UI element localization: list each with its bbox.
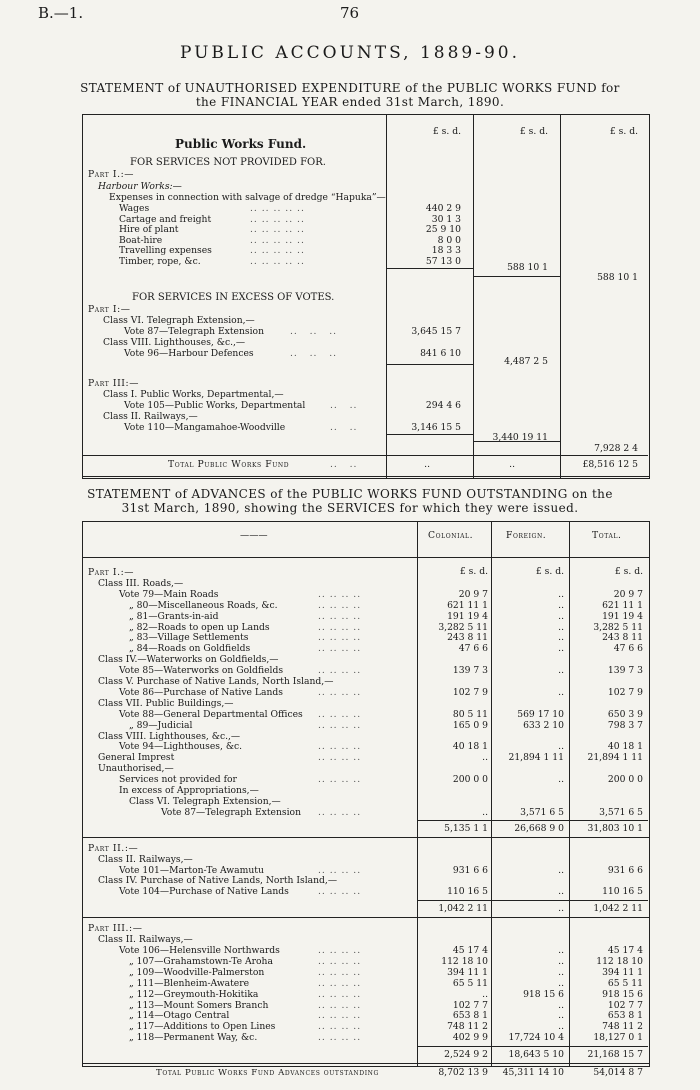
row-label: Vote 86—Purchase of Native Lands xyxy=(119,686,283,698)
document-reference: B.—1. xyxy=(38,4,84,22)
table-row: „ 83—Village Settlements .. .. .. .. 243 8 11 .. 243 8 11 xyxy=(129,632,643,644)
harbour-works-label: Harbour Works:— xyxy=(98,181,182,192)
class-label: Class I. Public Works, Departmental,— xyxy=(103,389,284,400)
table-row: „ 118—Permanent Way, &c. .. .. .. .. 402 9 9 17,724 10 4 18,127 0 1 xyxy=(129,1032,643,1044)
row-label: „ 109—Woodville-Palmerston xyxy=(129,966,265,978)
row-label: Class II. Railways,— xyxy=(98,853,193,865)
row-label: Class III. Roads,— xyxy=(98,577,184,589)
fund-name: Public Works Fund. xyxy=(175,137,307,151)
table-row: Vote 94—Lighthouses, &c. .. .. .. .. 40 18 1 .. 40 18 1 xyxy=(119,741,643,753)
total-value: 191 19 4 xyxy=(602,610,643,622)
foreign-value: .. xyxy=(558,588,564,600)
section-excess-votes: FOR SERVICES IN EXCESS OF VOTES. xyxy=(132,292,335,303)
colonial-value: 653 8 1 xyxy=(452,1010,488,1022)
colonial-value: .. xyxy=(482,988,488,1000)
vote-label: Vote 87—Telegraph Extension xyxy=(124,326,264,337)
table-row: Services not provided for .. .. .. .. 200 0 0 .. 200 0 0 xyxy=(119,774,643,786)
foreign-value: .. xyxy=(558,945,564,956)
row-label: Vote 79—Main Roads xyxy=(119,588,219,600)
table-row: „ 109—Woodville-Palmerston .. .. .. .. 394 11 1 .. 394 11 1 xyxy=(129,966,643,978)
colonial-value: 165 0 9 xyxy=(452,719,488,731)
expense-item-amount: 8 0 0 xyxy=(437,234,461,246)
page-number: 76 xyxy=(340,4,360,22)
table-row: „ 111—Blenheim-Awatere .. .. .. .. 65 5 11 .. 65 5 11 xyxy=(129,977,643,989)
section-not-provided: FOR SERVICES NOT PROVIDED FOR. xyxy=(130,157,326,168)
colonial-value: 112 18 10 xyxy=(441,955,488,967)
row-label: Class VI. Telegraph Extension,— xyxy=(129,795,281,807)
expense-item-label: Hire of plant xyxy=(119,224,179,235)
row-label: „ 82—Roads to open up Lands xyxy=(129,621,270,633)
expense-item-amount: 30 1 3 xyxy=(431,213,461,225)
expense-item: Travelling expenses .. .. .. .. .. 18 3 3 xyxy=(119,245,461,256)
expense-item-label: Cartage and freight xyxy=(119,213,212,225)
subtotal-excess-part3: 3,440 19 11 xyxy=(492,432,548,443)
colonial-value: .. xyxy=(482,752,488,764)
table-row: „ 107—Grahamstown-Te Aroha .. .. .. .. 112 18 10 .. 112 18 10 xyxy=(129,955,643,967)
expense-item: Timber, rope, &c. .. .. .. .. .. 57 13 0 xyxy=(119,255,461,267)
foreign-value: 45,311 14 10 xyxy=(502,1067,564,1079)
row-label: Part II.:— xyxy=(88,842,139,854)
vote-label: Vote 96—Harbour Defences xyxy=(124,348,254,359)
row-label: „ 112—Greymouth-Hokitika xyxy=(129,988,259,1000)
column-header-total: Total. xyxy=(592,530,622,541)
colonial-value: 5,135 1 1 xyxy=(444,822,488,834)
column-header-dash: ——— xyxy=(240,530,268,541)
vote-amount: 841 6 10 xyxy=(420,348,461,359)
expense-item-amount: 18 3 3 xyxy=(431,245,461,256)
foreign-value: .. xyxy=(558,643,564,655)
foreign-value: .. xyxy=(558,621,564,633)
colonial-value: 200 0 0 xyxy=(452,774,488,786)
table-row: General Imprest .. .. .. .. .. 21,894 1 11 21,894 1 11 xyxy=(98,752,643,764)
grand-total-col1: .. xyxy=(424,459,430,470)
total-value: 18,127 0 1 xyxy=(593,1032,643,1044)
row-label: Vote 106—Helensville Northwards xyxy=(119,945,280,956)
row-label: „ 118—Permanent Way, &c. xyxy=(129,1032,258,1044)
row-label: „ 114—Otago Central xyxy=(129,1010,230,1022)
colonial-value: 65 5 11 xyxy=(452,977,488,989)
row-label: Vote 101—Marton-Te Awamutu xyxy=(119,864,264,876)
table-row: Vote 85—Waterworks on Goldfields .. .. .. .. 139 7 3 .. 139 7 3 xyxy=(119,665,643,677)
colonial-value: 748 11 2 xyxy=(447,1021,488,1033)
subtotal-excess-part1: 4,487 2 5 xyxy=(504,356,548,367)
table-row: „ 82—Roads to open up Lands .. .. .. .. 3,282 5 11 .. 3,282 5 11 xyxy=(129,621,643,633)
foreign-value: 17,724 10 4 xyxy=(508,1032,564,1044)
table-row: „ 80—Miscellaneous Roads, &c. .. .. .. .. 621 11 1 .. 621 11 1 xyxy=(129,599,643,611)
foreign-value: .. xyxy=(558,599,564,611)
total-value: 394 11 1 xyxy=(602,966,643,978)
column-header-colonial: Colonial. xyxy=(428,530,474,541)
part1-subtotal xyxy=(0,823,700,835)
foreign-value: .. xyxy=(558,966,564,978)
total-value: 21,894 1 11 xyxy=(587,752,643,764)
expenses-label: Expenses in connection with salvage of dredge “Hapuka”— xyxy=(109,192,386,203)
row-label: General Imprest xyxy=(98,752,175,764)
class-label: Class II. Railways,— xyxy=(103,411,198,422)
table-row: „ 117—Additions to Open Lines .. .. .. .. 748 11 2 .. 748 11 2 xyxy=(129,1021,643,1033)
foreign-value: .. xyxy=(558,686,564,698)
statement2-title-line2: 31st March, 1890, showing the SERVICES for which they were issued. xyxy=(121,501,579,515)
row-label: Vote 104—Purchase of Native Lands xyxy=(119,886,289,898)
colonial-value: 3,282 5 11 xyxy=(438,621,488,633)
total-value: 798 3 7 xyxy=(607,719,643,731)
total-value: 931 6 6 xyxy=(607,864,643,876)
row-label: „ 89—Judicial xyxy=(129,719,193,731)
foreign-value: .. xyxy=(558,903,564,915)
colonial-value: 191 19 4 xyxy=(447,610,488,622)
row-label: Class V. Purchase of Native Lands, North Island,— xyxy=(98,676,334,687)
total-value: 650 3 9 xyxy=(607,708,643,720)
total-value: 112 18 10 xyxy=(596,955,643,967)
table-row: Vote 106—Helensville Northwards .. .. .. .. 45 17 4 .. 45 17 4 xyxy=(119,945,643,956)
total-value: 102 7 7 xyxy=(607,999,643,1011)
col-header-3: £ s. d. xyxy=(609,126,638,137)
row-label: „ 107—Grahamstown-Te Aroha xyxy=(129,955,273,967)
colonial-value: 20 9 7 xyxy=(458,588,488,600)
foreign-value: .. xyxy=(558,1010,564,1022)
units-foreign: £ s. d. xyxy=(535,566,564,577)
part-label: Part I:— xyxy=(88,304,131,315)
colonial-value: 1,042 2 11 xyxy=(438,903,488,915)
expense-item-amount: 440 2 9 xyxy=(425,203,461,214)
foreign-value: .. xyxy=(558,610,564,622)
foreign-value: .. xyxy=(558,1021,564,1033)
total-value: 21,168 15 7 xyxy=(587,1049,643,1061)
total-value: 1,042 2 11 xyxy=(593,903,643,915)
row-label: Unauthorised,— xyxy=(98,763,174,775)
total-value: 65 5 11 xyxy=(607,977,643,989)
foreign-value: .. xyxy=(558,977,564,989)
total-value: 621 11 1 xyxy=(602,599,643,611)
expense-item-label: Timber, rope, &c. xyxy=(119,255,201,267)
row-label: „ 81—Grants-in-aid xyxy=(129,610,219,622)
row-label: „ 80—Miscellaneous Roads, &c. xyxy=(129,599,278,611)
expense-item: Wages .. .. .. .. .. 440 2 9 xyxy=(119,203,461,214)
table-row: „ 112—Greymouth-Hokitika .. .. .. .. .. 918 15 6 918 15 6 xyxy=(129,988,643,1000)
colonial-value: 402 9 9 xyxy=(452,1032,488,1044)
foreign-value: 633 2 10 xyxy=(523,719,564,731)
foreign-value: .. xyxy=(558,999,564,1011)
total-value: 653 8 1 xyxy=(607,1010,643,1022)
expense-item: Cartage and freight .. .. .. .. .. 30 1 3 xyxy=(119,213,461,225)
row-label: Vote 94—Lighthouses, &c. xyxy=(119,741,243,753)
row-label: „ 84—Roads on Goldfields xyxy=(129,643,251,655)
table-row: „ 114—Otago Central .. .. .. .. 653 8 1 .. 653 8 1 xyxy=(129,1010,643,1022)
colonial-value: 8,702 13 9 xyxy=(438,1067,488,1079)
grand-total-label: Total Public Works Fund xyxy=(168,459,290,470)
col-header-1: £ s. d. xyxy=(432,126,461,137)
row-label: Class VIII. Lighthouses, &c.,— xyxy=(98,730,241,742)
total-value: 3,282 5 11 xyxy=(593,621,643,633)
expense-item-amount: 25 9 10 xyxy=(425,224,461,235)
row-label: Vote 85—Waterworks on Goldfields xyxy=(119,665,284,677)
row-label: „ 113—Mount Somers Branch xyxy=(129,999,269,1011)
part2-subtotal xyxy=(0,903,700,915)
grand-total: £8,516 12 5 xyxy=(582,459,638,470)
statement2-title-line1: STATEMENT of ADVANCES of the PUBLIC WORKS FUND OUTSTANDING on the xyxy=(87,487,613,501)
colonial-value: 102 7 9 xyxy=(452,686,488,698)
colonial-value: 139 7 3 xyxy=(452,665,488,677)
total-value: 243 8 11 xyxy=(602,632,643,644)
total-value: 918 15 6 xyxy=(602,988,643,1000)
table-row: „ 84—Roads on Goldfields .. .. .. .. 47 6 6 .. 47 6 6 xyxy=(129,643,643,655)
table-row: Vote 104—Purchase of Native Lands .. .. .. .. 110 16 5 .. 110 16 5 xyxy=(119,886,643,898)
units-colonial: £ s. d. xyxy=(459,566,488,577)
vote-amount: 3,146 15 5 xyxy=(411,422,461,433)
expense-item: Hire of plant .. .. .. .. .. 25 9 10 xyxy=(119,224,461,235)
expense-item-label: Wages xyxy=(119,203,150,214)
row-label: Class II. Railways,— xyxy=(98,934,193,946)
vote-label: Vote 105—Public Works, Departmental xyxy=(124,400,306,411)
table-row: „ 89—Judicial .. .. .. .. 165 0 9 633 2 10 798 3 7 xyxy=(129,719,643,731)
foreign-value: 18,643 5 10 xyxy=(508,1049,564,1061)
colonial-value: 40 18 1 xyxy=(452,741,488,753)
foreign-value: .. xyxy=(558,665,564,677)
table-row: Vote 86—Purchase of Native Lands .. .. .. .. 102 7 9 .. 102 7 9 xyxy=(119,686,643,698)
advances-total-label: Total Public Works Fund Advances outstanding xyxy=(156,1068,379,1079)
units-total: £ s. d. xyxy=(614,566,643,577)
class-label: Class VIII. Lighthouses, &c.,— xyxy=(103,337,246,348)
foreign-value: 26,668 9 0 xyxy=(514,822,564,834)
row-label: „ 83—Village Settlements xyxy=(129,632,249,644)
row-label: „ 111—Blenheim-Awatere xyxy=(129,977,250,989)
foreign-value: .. xyxy=(558,886,564,898)
total-value: 200 0 0 xyxy=(607,774,643,786)
row-label: Vote 87—Telegraph Extension xyxy=(161,806,301,818)
colonial-value: 47 6 6 xyxy=(458,643,488,655)
table-row: Vote 87—Telegraph Extension .. .. .. .. .. 3,571 6 5 3,571 6 5 xyxy=(161,806,643,818)
row-label: Part I.:— xyxy=(88,567,135,578)
colonial-value: 621 11 1 xyxy=(447,599,488,611)
colonial-value: .. xyxy=(482,806,488,818)
class-label: Class VI. Telegraph Extension,— xyxy=(103,315,255,326)
total-value: 110 16 5 xyxy=(602,886,643,898)
expense-item-label: Travelling expenses xyxy=(119,245,212,256)
foreign-value: .. xyxy=(558,632,564,644)
total-value: 54,014 8 7 xyxy=(593,1067,643,1079)
expense-item-label: Boat-hire xyxy=(119,234,163,246)
foreign-value: 918 15 6 xyxy=(523,988,564,1000)
statement1-title-line1: STATEMENT of UNAUTHORISED EXPENDITURE of the PUBLIC WORKS FUND for xyxy=(80,81,620,95)
foreign-value: .. xyxy=(558,774,564,786)
total-value: 47 6 6 xyxy=(613,643,643,655)
expense-item-amount: 57 13 0 xyxy=(425,255,461,267)
total-value: 3,571 6 5 xyxy=(599,806,643,818)
colonial-value: 45 17 4 xyxy=(452,945,488,956)
foreign-value: .. xyxy=(558,955,564,967)
foreign-value: 3,571 6 5 xyxy=(520,806,564,818)
colonial-value: 110 16 5 xyxy=(447,886,488,898)
table-row: „ 113—Mount Somers Branch .. .. .. .. 102 7 7 .. 102 7 7 xyxy=(129,999,643,1011)
vote-amount: 294 4 6 xyxy=(425,400,461,411)
subtotal-not-provided: 588 10 1 xyxy=(507,262,548,273)
total-value: 45 17 4 xyxy=(607,945,643,956)
colonial-value: 80 5 11 xyxy=(452,708,488,720)
total-value: 139 7 3 xyxy=(607,665,643,677)
part3-subtotal xyxy=(0,1049,700,1061)
grand-total-col2: .. xyxy=(509,459,515,470)
total-value: 31,803 10 1 xyxy=(587,822,643,834)
table-row: „ 81—Grants-in-aid .. .. .. .. 191 19 4 .. 191 19 4 xyxy=(129,610,643,622)
total-excess: 7,928 2 4 xyxy=(594,443,638,454)
foreign-value: .. xyxy=(558,741,564,753)
foreign-value: 21,894 1 11 xyxy=(508,752,564,764)
colonial-value: 102 7 7 xyxy=(452,999,488,1011)
colonial-value: 394 11 1 xyxy=(447,966,488,978)
part-label: Part III:— xyxy=(88,378,140,389)
expense-item: Boat-hire .. .. .. .. .. 8 0 0 xyxy=(119,234,461,246)
statement1-title-line2: the FINANCIAL YEAR ended 31st March, 1890. xyxy=(195,95,505,109)
foreign-value: .. xyxy=(558,864,564,876)
row-label: Services not provided for xyxy=(119,774,237,786)
colonial-value: 931 6 6 xyxy=(452,864,488,876)
table-row: Vote 79—Main Roads .. .. .. .. 20 9 7 .. 20 9 7 xyxy=(119,588,643,600)
total-value: 102 7 9 xyxy=(607,686,643,698)
colonial-value: 2,524 9 2 xyxy=(444,1049,488,1061)
total-value: 20 9 7 xyxy=(613,588,643,600)
row-label: In excess of Appropriations,— xyxy=(119,785,259,796)
row-label: Vote 88—General Departmental Offices xyxy=(119,708,303,720)
colonial-value: 243 8 11 xyxy=(447,632,488,644)
total-value: 40 18 1 xyxy=(607,741,643,753)
column-header-foreign: Foreign. xyxy=(506,530,547,541)
row-label: Class IV.—Waterworks on Goldfields,— xyxy=(98,654,279,666)
row-label: Class IV. Purchase of Native Lands, North Island,— xyxy=(98,875,338,887)
total-not-provided: 588 10 1 xyxy=(597,272,638,283)
page-title: PUBLIC ACCOUNTS, 1889-90. xyxy=(179,43,521,63)
row-label: Class VII. Public Buildings,— xyxy=(98,697,234,709)
part-label: Part I.:— xyxy=(88,169,135,180)
col-header-2: £ s. d. xyxy=(519,126,548,137)
row-label: „ 117—Additions to Open Lines xyxy=(129,1021,276,1033)
foreign-value: 569 17 10 xyxy=(517,708,564,720)
vote-label: Vote 110—Mangamahoe-Woodville xyxy=(124,422,286,433)
vote-amount: 3,645 15 7 xyxy=(411,326,461,337)
table-row: Vote 101—Marton-Te Awamutu .. .. .. .. 931 6 6 .. 931 6 6 xyxy=(119,864,643,876)
table-row: Vote 88—General Departmental Offices .. .. .. .. 80 5 11 569 17 10 650 3 9 xyxy=(119,708,643,720)
row-label: Part III.:— xyxy=(88,923,143,935)
total-value: 748 11 2 xyxy=(602,1021,643,1033)
